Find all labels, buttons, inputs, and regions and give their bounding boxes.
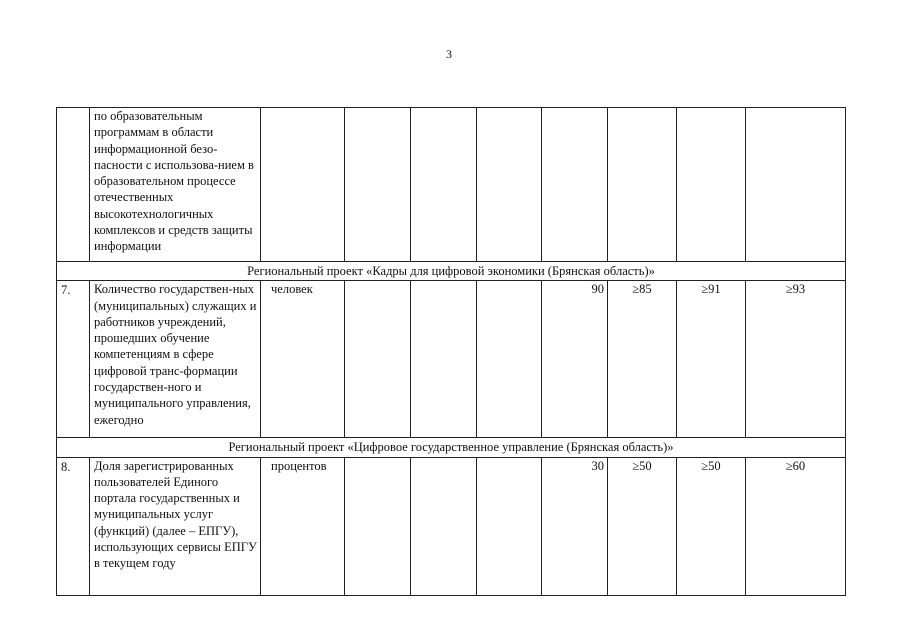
unit-cell: человек	[261, 281, 345, 438]
value-cell	[345, 281, 411, 438]
value-cell	[345, 457, 411, 595]
unit-cell	[261, 108, 345, 262]
value-cell: ≥93	[746, 281, 846, 438]
indicator-text: по образовательным программам в области информационной безо-пасности с использова-нием в образовательном процессе отечественных высокотехнологичных комплексов и средств защиты информации	[94, 109, 254, 254]
value-cell	[746, 108, 846, 262]
value-cell	[411, 457, 477, 595]
value-cell: 90	[542, 281, 608, 438]
value-cell	[477, 457, 542, 595]
row-number-cell: 8.	[57, 457, 90, 595]
indicators-table	[56, 107, 846, 596]
value-cell: ≥85	[608, 281, 677, 438]
section-header-row	[57, 262, 846, 281]
unit-cell: процентов	[261, 457, 345, 595]
indicator-cell	[90, 108, 261, 262]
indicator-cell	[90, 281, 261, 438]
value-cell: ≥91	[677, 281, 746, 438]
row-number-cell: 7.	[57, 281, 90, 438]
value-cell	[411, 281, 477, 438]
value-cell	[477, 281, 542, 438]
value-cell: ≥50	[677, 457, 746, 595]
indicator-text: Доля зарегистрированных пользователей Единого портала государственных и муниципальных услуг (функций) (далее – ЕПГУ), использующих сервисы ЕПГУ в текущем году	[94, 458, 257, 571]
section-title: Региональный проект «Цифровое государственное управление (Брянская область)»	[57, 438, 846, 457]
value-cell: ≥50	[608, 457, 677, 595]
table-row	[57, 281, 846, 438]
indicator-cell	[90, 457, 261, 595]
row-number-cell	[57, 108, 90, 262]
value-cell	[677, 108, 746, 262]
value-cell	[477, 108, 542, 262]
value-cell	[542, 108, 608, 262]
section-title: Региональный проект «Кадры для цифровой экономики (Брянская область)»	[57, 262, 846, 281]
value-cell: 30	[542, 457, 608, 595]
value-cell: ≥60	[746, 457, 846, 595]
value-cell	[608, 108, 677, 262]
table-row-continued	[57, 108, 846, 262]
table-row	[57, 457, 846, 595]
page-number: 3	[446, 47, 452, 61]
indicator-text: Количество государствен-ных (муниципальных) служащих и работников учреждений, прошедших обучение компетенциям в сфере цифровой транс-формации государствен-ного и муниципального управления, ежегодно	[94, 282, 257, 427]
value-cell	[345, 108, 411, 262]
value-cell	[411, 108, 477, 262]
section-header-row	[57, 438, 846, 457]
